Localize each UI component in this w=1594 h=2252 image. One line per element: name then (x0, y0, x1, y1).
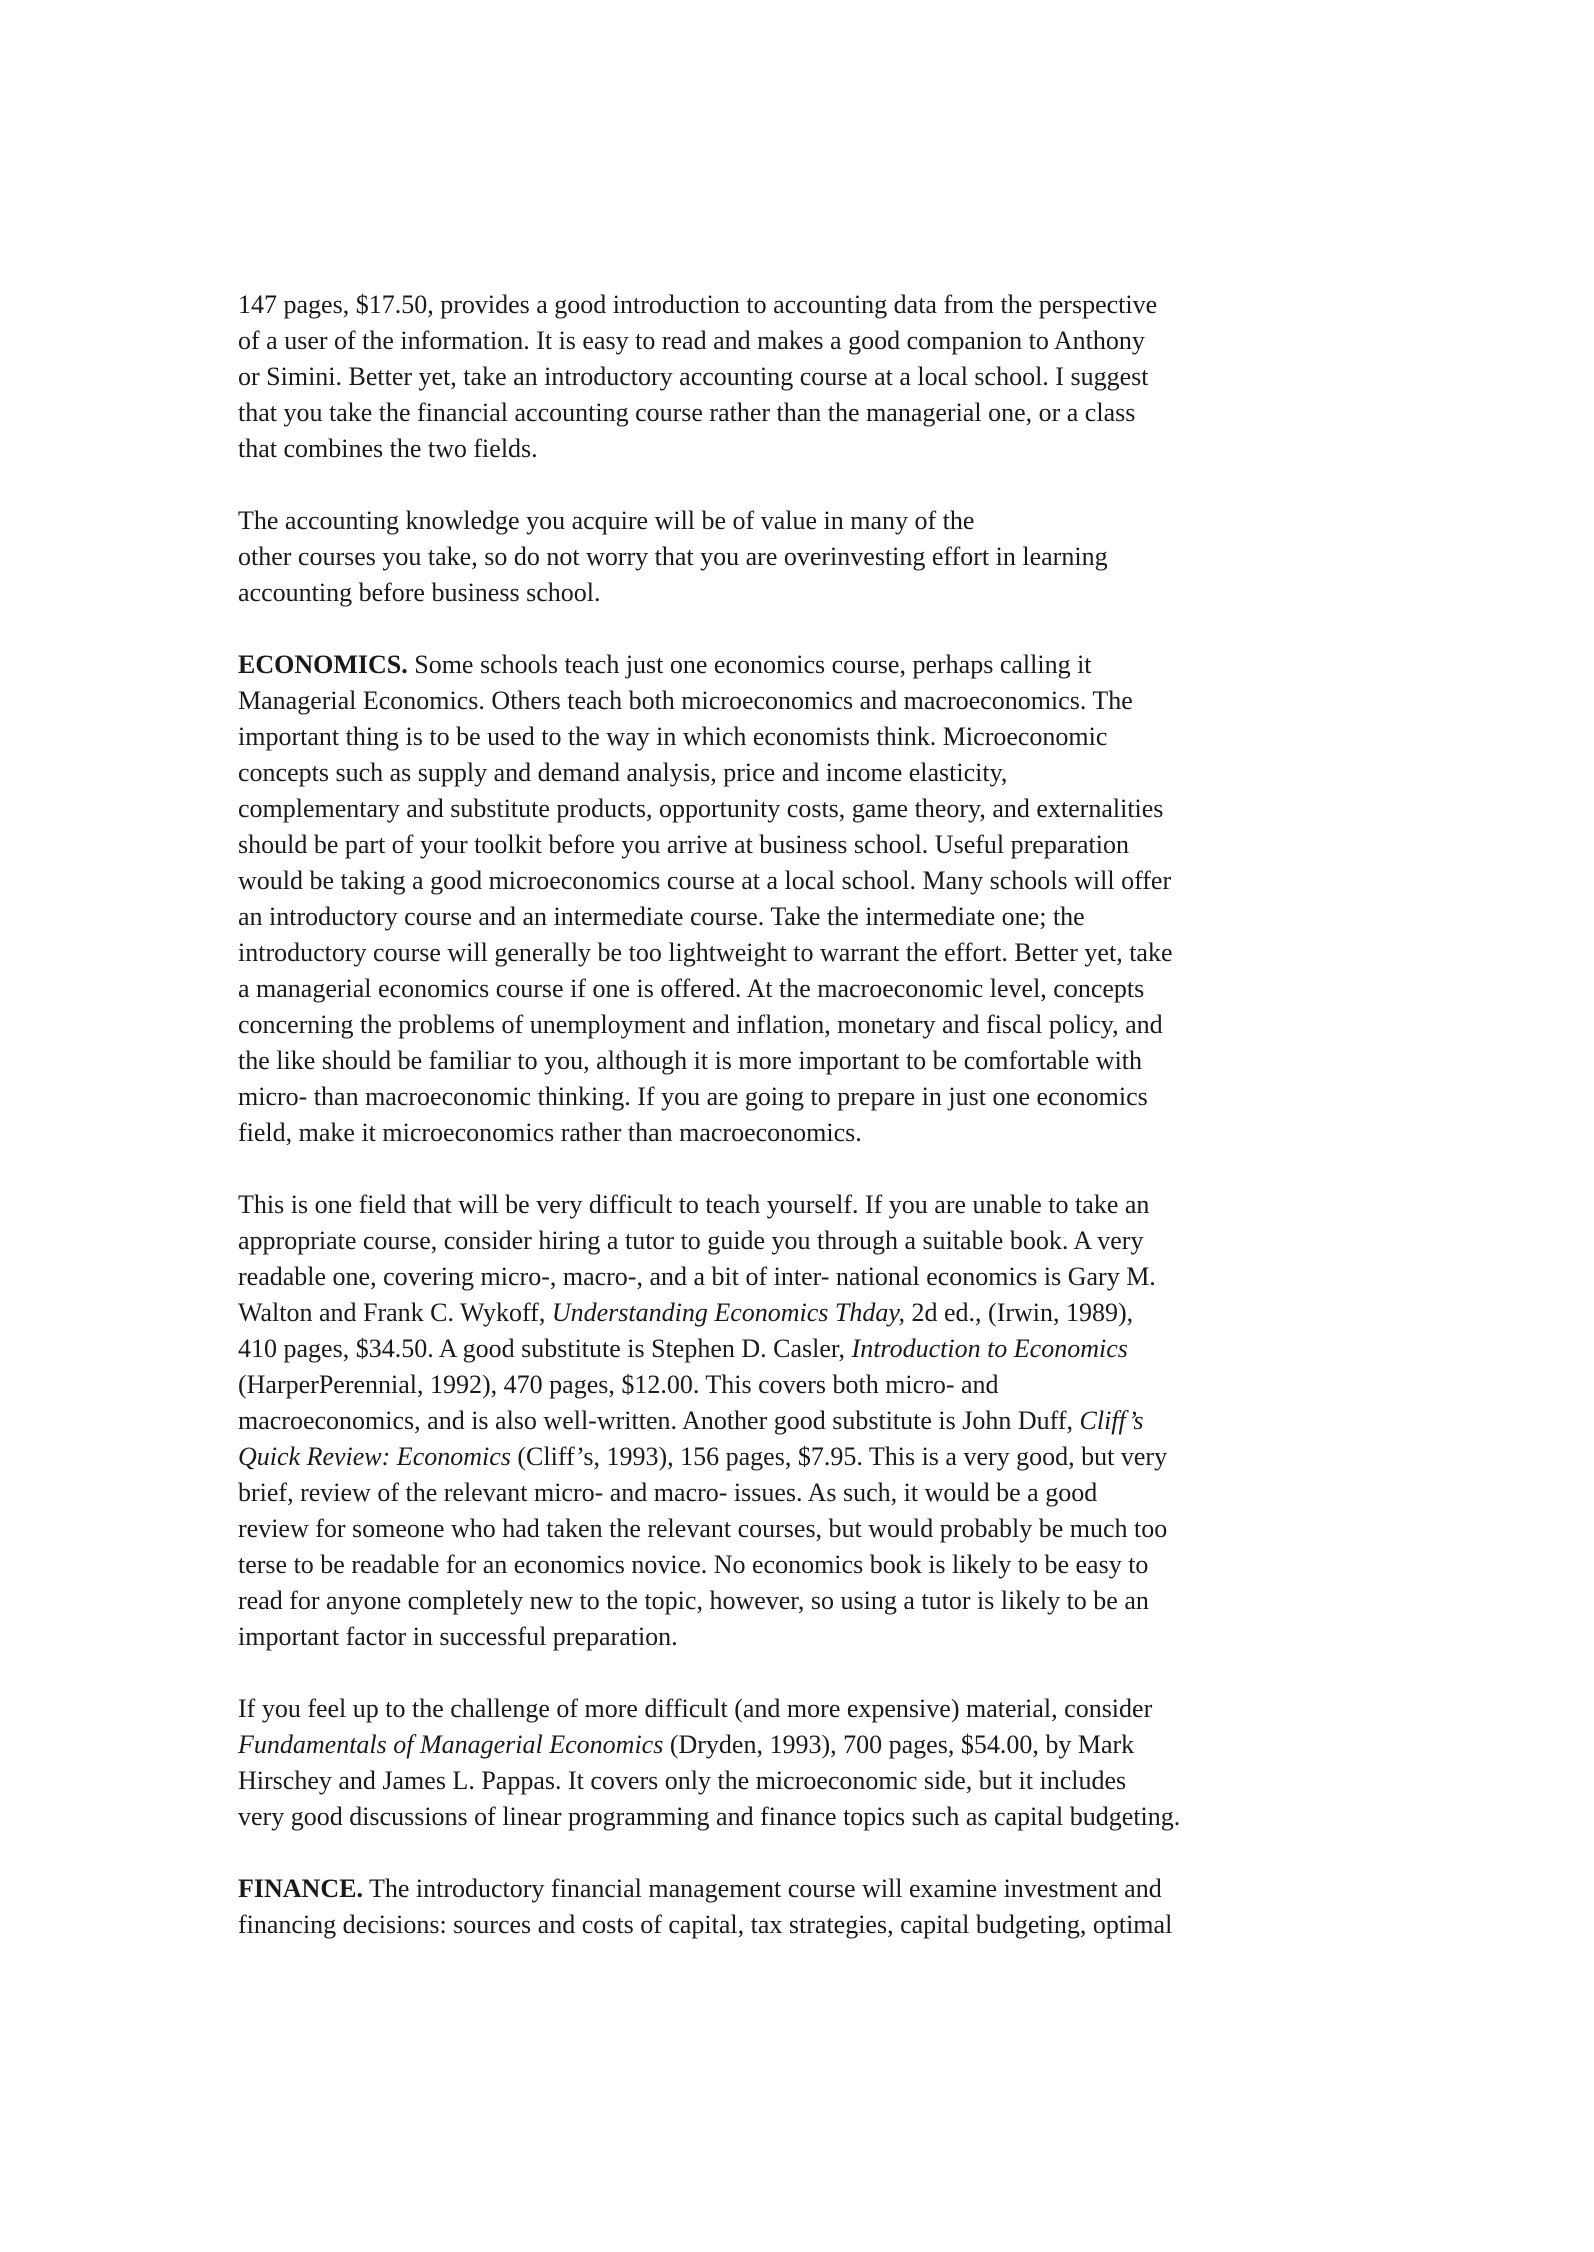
book-title: Quick Review: Economics (238, 1442, 511, 1471)
paragraph-accounting-book (238, 287, 1378, 467)
text-line: of a user of the information. It is easy to read and makes a good companion to Anthony (238, 326, 1145, 355)
text-line: brief, review of the relevant micro- and macro- issues. As such, it would be a good (238, 1478, 1098, 1507)
text-line: Managerial Economics. Others teach both microeconomics and macroeconomics. The (238, 686, 1133, 715)
text-line: the like should be familiar to you, although it is more important to be comfortable with (238, 1046, 1143, 1075)
text-line: Hirschey and James L. Pappas. It covers only the microeconomic side, but it includes (238, 1766, 1127, 1795)
text-line: The accounting knowledge you acquire will be of value in many of the (238, 506, 975, 535)
text-line: would be taking a good microeconomics course at a local school. Many schools will offer (238, 866, 1172, 895)
section-heading-economics: ECONOMICS. (238, 650, 408, 679)
text-run: macroeconomics, and is also well-written. Another good substitute is John Duff, (238, 1406, 1080, 1435)
text-line: accounting before business school. (238, 578, 601, 607)
text-line: should be part of your toolkit before you arrive at business school. Useful preparation (238, 830, 1129, 859)
text-line: very good discussions of linear programming and finance topics such as capital budgeting. (238, 1802, 1181, 1831)
text-run: 410 pages, $34.50. A good substitute is Stephen D. Casler, (238, 1334, 852, 1363)
text-line: review for someone who had taken the relevant courses, but would probably be much too (238, 1514, 1168, 1543)
text-line: concepts such as supply and demand analysis, price and income elasticity, (238, 758, 1008, 787)
book-title: Introduction to Economics (851, 1334, 1128, 1363)
text-line: other courses you take, so do not worry that you are overinvesting effort in learning (238, 542, 1108, 571)
text-line: that combines the two fields. (238, 434, 538, 463)
text-line: financing decisions: sources and costs of capital, tax strategies, capital budgeting, optimal (238, 1910, 1173, 1939)
text-run: The introductory financial management course will examine investment and (362, 1874, 1162, 1903)
text-line (238, 1403, 1378, 1439)
paragraph-economics-books (238, 1187, 1378, 1655)
text-line: field, make it microeconomics rather than macroeconomics. (238, 1118, 862, 1147)
book-title: Understanding Economics Thday, (551, 1298, 905, 1327)
text-run: (Cliff’s, 1993), 156 pages, $7.95. This is a very good, but very (510, 1442, 1168, 1471)
paragraph-advanced-material (238, 1691, 1378, 1835)
book-title: Fundamentals of Managerial Economics (238, 1730, 664, 1759)
paragraph-economics (238, 647, 1378, 1151)
text-line: concerning the problems of unemployment and inflation, monetary and fiscal policy, and (238, 1010, 1163, 1039)
text-run: (Dryden, 1993), 700 pages, $54.00, by Mark (663, 1730, 1135, 1759)
text-line: read for anyone completely new to the topic, however, so using a tutor is likely to be an (238, 1586, 1149, 1615)
section-heading-finance: FINANCE. (238, 1874, 363, 1903)
text-run: Some schools teach just one economics course, perhaps calling it (407, 650, 1092, 679)
text-line: terse to be readable for an economics novice. No economics book is likely to be easy to (238, 1550, 1149, 1579)
text-line: (HarperPerennial, 1992), 470 pages, $12.00. This covers both micro- and (238, 1370, 999, 1399)
text-line (238, 1295, 1378, 1331)
text-line (238, 647, 1378, 683)
text-line: This is one field that will be very difficult to teach yourself. If you are unable to take an (238, 1190, 1150, 1219)
text-run: 2d ed., (Irwin, 1989), (905, 1298, 1134, 1327)
text-line (238, 1331, 1378, 1367)
text-line: If you feel up to the challenge of more difficult (and more expensive) material, consider (238, 1694, 1153, 1723)
text-line: appropriate course, consider hiring a tutor to guide you through a suitable book. A very (238, 1226, 1144, 1255)
text-line: that you take the financial accounting course rather than the managerial one, or a class (238, 398, 1136, 427)
text-line (238, 1727, 1378, 1763)
text-line (238, 1439, 1378, 1475)
text-line: important factor in successful preparation. (238, 1622, 678, 1651)
text-line (238, 1871, 1378, 1907)
text-line: complementary and substitute products, opportunity costs, game theory, and externalities (238, 794, 1164, 823)
text-line: 147 pages, $17.50, provides a good introduction to accounting data from the perspective (238, 290, 1158, 319)
text-run: Walton and Frank C. Wykoff, (238, 1298, 552, 1327)
text-line: introductory course will generally be too lightweight to warrant the effort. Better yet, take (238, 938, 1173, 967)
text-line: a managerial economics course if one is offered. At the macroeconomic level, concepts (238, 974, 1145, 1003)
text-line: micro- than macroeconomic thinking. If you are going to prepare in just one economics (238, 1082, 1148, 1111)
paragraph-finance (238, 1871, 1378, 1943)
text-line: an introductory course and an intermediate course. Take the intermediate one; the (238, 902, 1085, 931)
book-title: Cliff’s (1079, 1406, 1144, 1435)
paragraph-accounting-knowledge (238, 503, 1378, 611)
text-line: or Simini. Better yet, take an introductory accounting course at a local school. I suggest (238, 362, 1149, 391)
document-page (238, 287, 1378, 1979)
text-line: important thing is to be used to the way in which economists think. Microeconomic (238, 722, 1108, 751)
text-line: readable one, covering micro-, macro-, and a bit of inter- national economics is Gary M. (238, 1262, 1156, 1291)
